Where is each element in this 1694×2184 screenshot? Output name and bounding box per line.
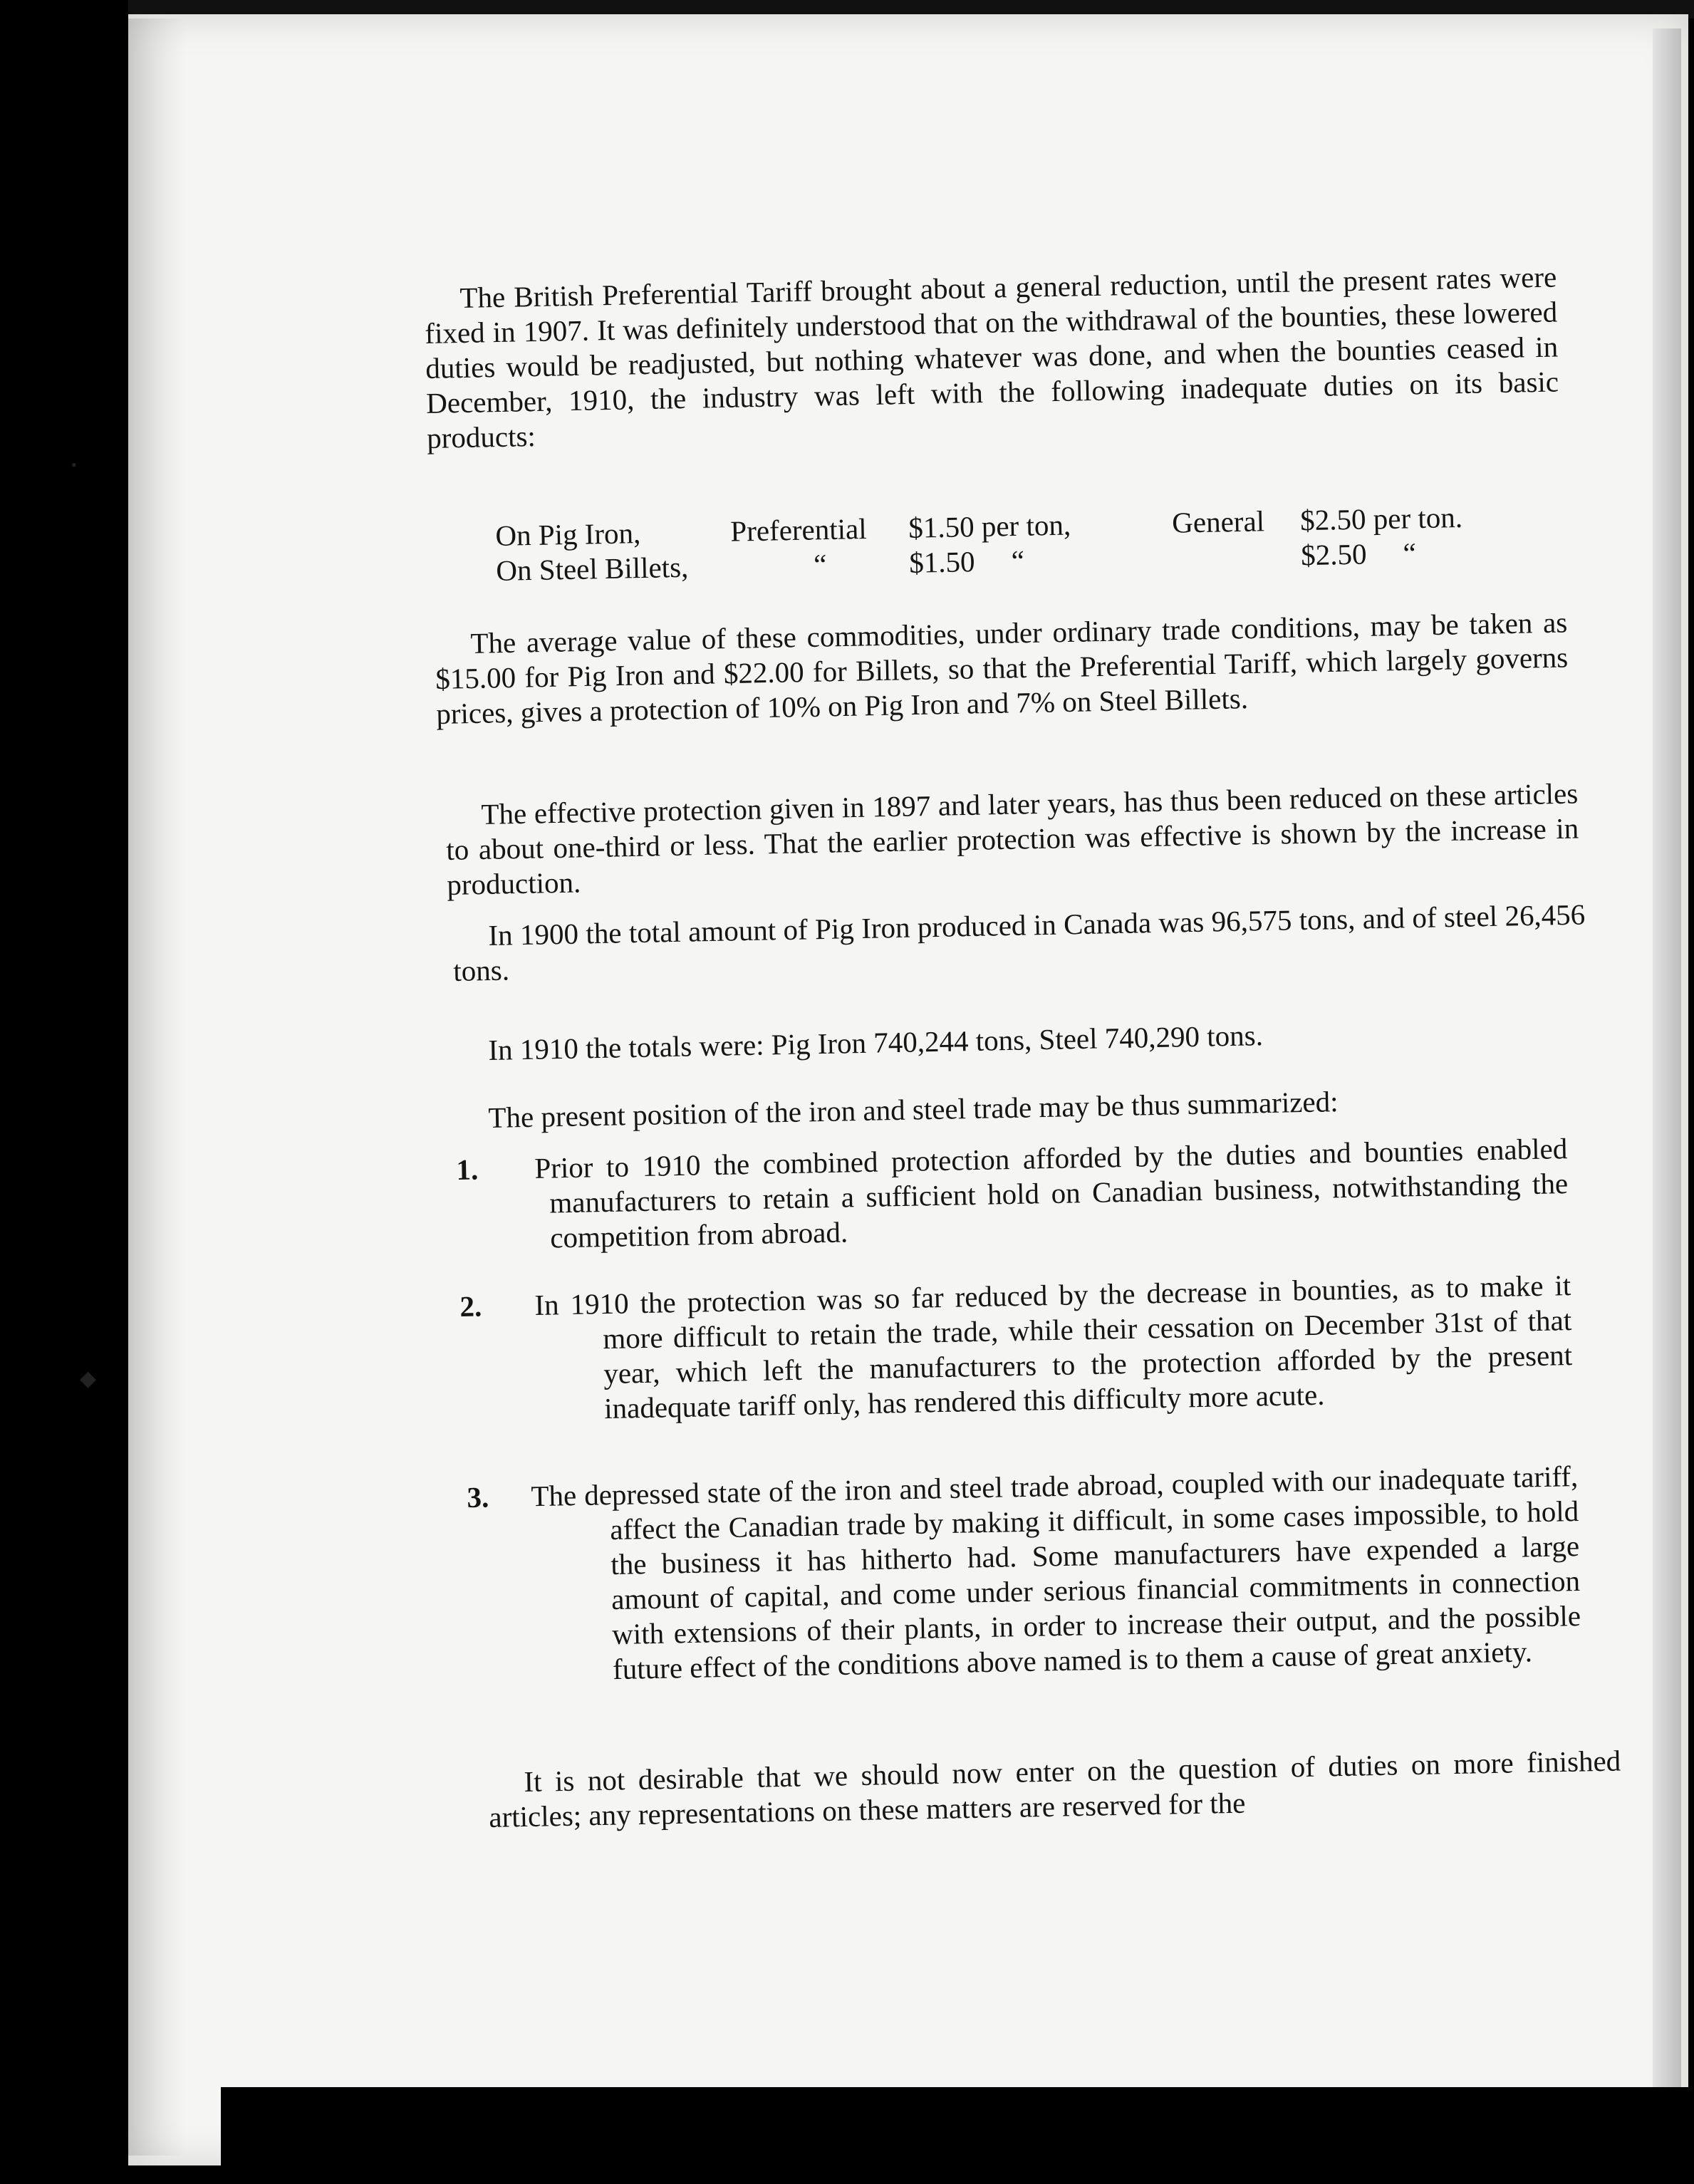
- paragraph-text: The present position of the iron and steel trade may be thus summarized:: [488, 1085, 1339, 1134]
- paragraph-tariff-reduction: [424, 259, 1559, 455]
- paragraph-text: It is not desirable that we should now enter on the question of duties on more finished articles; any representations on these matters are reserved for the: [488, 1744, 1621, 1834]
- item-text: Prior to 1910 the combined protection afforded by the duties and bounties enabled manufacturers to retain a sufficient hold on Canadian business, notwithstanding the competition from abroad.: [534, 1132, 1569, 1254]
- paragraph-text: In 1900 the total amount of Pig Iron produced in Canada was 96,575 tons, and of steel 26,456 tons.: [452, 898, 1586, 987]
- paragraph-text: In 1910 the totals were: Pig Iron 740,244 tons, Steel 740,290 tons.: [488, 1019, 1264, 1066]
- summary-item-1: [456, 1131, 1569, 1257]
- scan-bottom-border: [221, 2087, 1694, 2184]
- rate-gen-value: $2.50 “: [1300, 536, 1417, 572]
- rate-pref-label: “: [813, 548, 827, 581]
- rate-pref-value: $1.50 “: [908, 544, 1025, 579]
- item-number: 3.: [467, 1480, 489, 1514]
- paragraph-average-value: [435, 605, 1569, 731]
- paragraph-text: The effective protection given in 1897 and later years, has thus been reduced on these articles to about one-third or less. That the earlier protection was effective is shown by the increase in production.: [445, 776, 1579, 901]
- rate-pref-label: Preferential: [729, 511, 868, 548]
- item-text: In 1910 the protection was so far reduced by the decrease in bounties, as to make it more difficult to retain the trade, while their cessation on December 31st of that year, which left the manufacturers to the protection afforded by the present inadequate tariff only, has rendered this difficulty more acute.: [534, 1269, 1573, 1425]
- rate-pref-value: $1.50 per ton,: [908, 508, 1071, 544]
- page-fold-shadow: [128, 19, 185, 2156]
- paragraph-text: The British Preferential Tariff brought about a general reduction, until the present rates were fixed in 1907. It was definitely understood that on the withdrawal of the bounties, these lowered duties would be readjusted, but nothing whatever was done, and when the bounties ceased in December, 1910, the industry was left with the following inadequate duties on its basic products:: [424, 260, 1559, 454]
- rate-item: On Pig Iron,: [495, 516, 641, 552]
- item-number: 1.: [456, 1153, 479, 1186]
- item-text: The depressed state of the iron and steel trade abroad, coupled with our inadequate tariff, affect the Canadian trade by making it difficult, in some cases impossible, to hold the business it has hitherto had. Some manufacturers have expended a large amount of capital, and come under serious financial commitments in connection with extensions of their plants, in order to increase their output, and the possible future effect of the conditions above named is to them a cause of great anxiety.: [531, 1460, 1581, 1686]
- rate-gen-label: General: [1171, 504, 1265, 539]
- summary-item-2: [459, 1268, 1573, 1429]
- item-number: 2.: [459, 1289, 482, 1323]
- paragraph-text: The average value of these commodities, under ordinary trade conditions, may be taken as $15.00 for Pig Iron and $22.00 for Billets, so that the Preferential Tariff, which largely governs prices, gives a protection of 10% on Pig Iron and 7% on Steel Billets.: [435, 605, 1569, 730]
- paragraph-effective-protection: [445, 776, 1580, 902]
- summary-item-3: [467, 1459, 1581, 1690]
- scan-speck: ◆: [80, 1367, 97, 1390]
- page-right-edge: [1653, 28, 1681, 2151]
- rate-item: On Steel Billets,: [495, 550, 689, 587]
- rate-gen-value: $2.50 per ton.: [1299, 500, 1463, 537]
- scan-speck: •: [71, 456, 77, 474]
- rate-gen-label: [1173, 538, 1301, 575]
